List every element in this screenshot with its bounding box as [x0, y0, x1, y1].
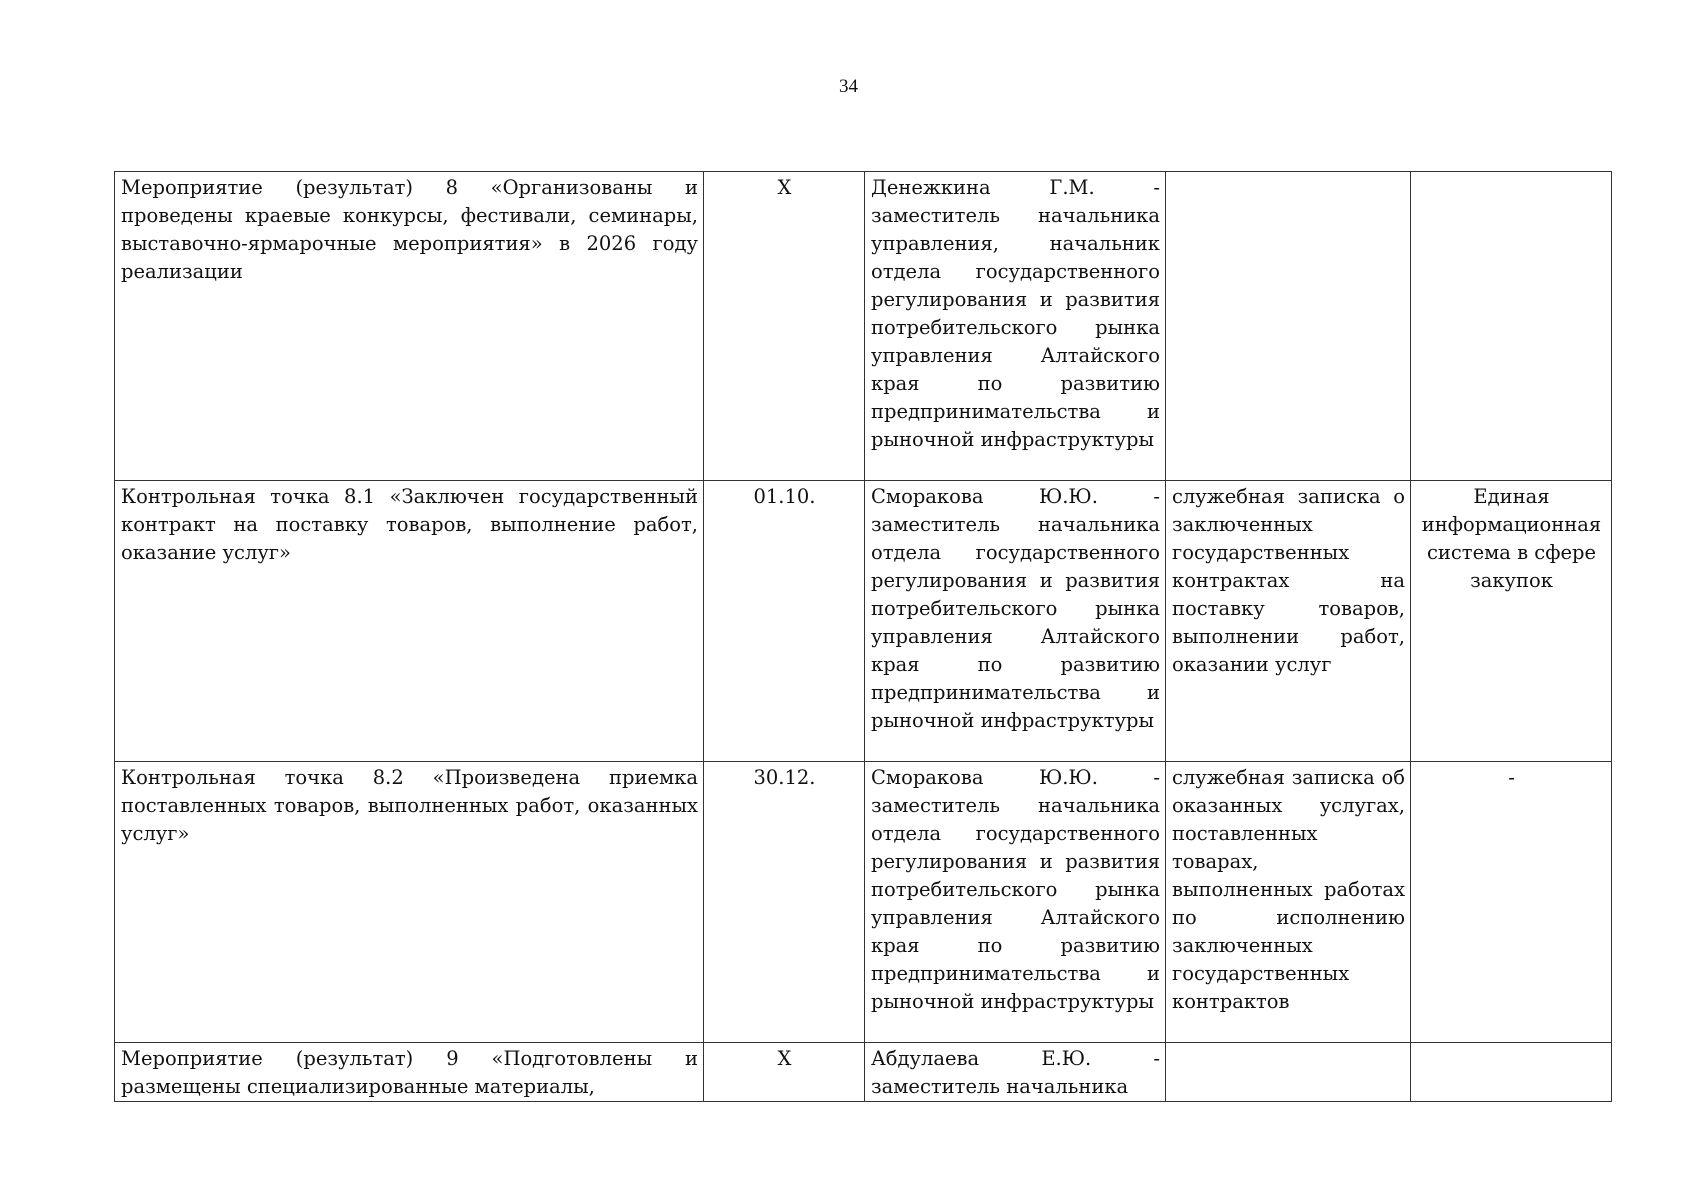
document-cell: служебная записка об оказанных услугах, поставленных товарах, выполненных работах по исполнению заключенных государственных контрактов	[1166, 762, 1411, 1043]
event-name-cell: Мероприятие (результат) 9 «Подготовлены и размещены специализированные материалы,	[115, 1043, 704, 1102]
event-name-cell: Мероприятие (результат) 8 «Организованы и проведены краевые конкурсы, фестивали, семинары, выставочно-ярмарочные мероприятия» в 2026 году реализации	[115, 172, 704, 481]
deadline-cell: X	[704, 1043, 865, 1102]
deadline-cell: X	[704, 172, 865, 481]
event-name-cell: Контрольная точка 8.1 «Заключен государственный контракт на поставку товаров, выполнение работ, оказание услуг»	[115, 481, 704, 762]
information-system-cell: -	[1411, 762, 1612, 1043]
information-system-cell: Единая информационная система в сфере закупок	[1411, 481, 1612, 762]
table-row	[115, 1043, 1612, 1102]
responsible-cell: Сморакова Ю.Ю. - заместитель начальника отдела государственного регулирования и развития потребительского рынка управления Алтайского края по развитию предпринимательства и рыночной инфраструктуры	[865, 762, 1166, 1043]
deadline-cell: 30.12.	[704, 762, 865, 1043]
responsible-cell: Абдулаева Е.Ю. - заместитель начальника	[865, 1043, 1166, 1102]
document-cell	[1166, 1043, 1411, 1102]
document-cell	[1166, 172, 1411, 481]
responsible-cell: Сморакова Ю.Ю. - заместитель начальника отдела государственного регулирования и развития потребительского рынка управления Алтайского края по развитию предпринимательства и рыночной инфраструктуры	[865, 481, 1166, 762]
table-row	[115, 172, 1612, 481]
table-row	[115, 762, 1612, 1043]
plan-table	[114, 171, 1612, 1102]
deadline-cell: 01.10.	[704, 481, 865, 762]
information-system-cell	[1411, 1043, 1612, 1102]
event-name-cell: Контрольная точка 8.2 «Произведена приемка поставленных товаров, выполненных работ, оказанных услуг»	[115, 762, 704, 1043]
responsible-cell: Денежкина Г.М. - заместитель начальника управления, начальник отдела государственного регулирования и развития потребительского рынка управления Алтайского края по развитию предпринимательства и рыночной инфраструктуры	[865, 172, 1166, 481]
document-cell: служебная записка о заключенных государственных контрактах на поставку товаров, выполнении работ, оказании услуг	[1166, 481, 1411, 762]
page-number: 34	[839, 76, 858, 97]
table-row	[115, 481, 1612, 762]
information-system-cell	[1411, 172, 1612, 481]
